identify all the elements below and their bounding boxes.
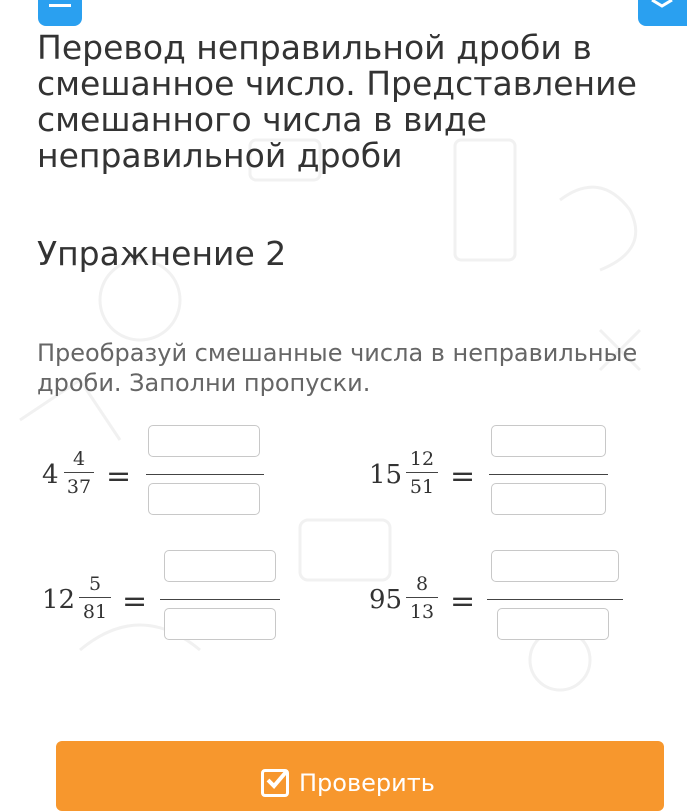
equals-sign: = bbox=[450, 584, 476, 619]
expand-icon bbox=[648, 0, 678, 24]
instruction-text: Преобразуй смешанные числа в неправильные дроби. Заполни пропуски. bbox=[37, 339, 638, 397]
menu-button[interactable] bbox=[38, 0, 82, 26]
denominator: 37 bbox=[66, 476, 92, 498]
fraction-bar bbox=[406, 597, 438, 598]
answer-numerator-input[interactable] bbox=[164, 550, 276, 582]
whole-part: 12 bbox=[42, 585, 76, 615]
numerator: 8 bbox=[415, 573, 429, 595]
fraction-bar bbox=[406, 472, 438, 473]
answer-denominator-input[interactable] bbox=[148, 483, 260, 515]
answer-denominator-input[interactable] bbox=[497, 608, 609, 640]
equals-sign: = bbox=[106, 459, 132, 494]
numerator: 5 bbox=[88, 573, 102, 595]
fraction-bar bbox=[64, 472, 94, 473]
answer-numerator-input[interactable] bbox=[148, 425, 260, 457]
answer-fraction-bar bbox=[160, 599, 280, 600]
exercise-title: Упражнение 2 bbox=[37, 234, 287, 273]
page-title: Перевод неправильной дроби в смешанное число. Представление смешанного числа в виде неправильной дроби bbox=[37, 28, 637, 175]
fraction bbox=[64, 448, 94, 498]
expand-button[interactable] bbox=[638, 0, 687, 26]
denominator: 51 bbox=[409, 476, 435, 498]
numerator: 12 bbox=[409, 448, 435, 470]
denominator: 81 bbox=[82, 601, 108, 623]
fraction-bar bbox=[79, 597, 111, 598]
fraction bbox=[79, 573, 111, 623]
answer-numerator-input[interactable] bbox=[491, 425, 606, 457]
numerator: 4 bbox=[72, 448, 86, 470]
menu-icon bbox=[49, 4, 71, 24]
answer-denominator-input[interactable] bbox=[491, 483, 606, 515]
equals-sign: = bbox=[450, 459, 476, 494]
whole-part: 15 bbox=[369, 460, 403, 490]
answer-fraction-bar bbox=[489, 474, 608, 475]
fraction bbox=[406, 448, 438, 498]
answer-fraction-bar bbox=[146, 474, 264, 475]
whole-part: 4 bbox=[42, 460, 59, 490]
denominator: 13 bbox=[409, 601, 435, 623]
check-button-label: Проверить bbox=[299, 769, 435, 797]
equals-sign: = bbox=[122, 584, 148, 619]
answer-numerator-input[interactable] bbox=[491, 550, 619, 582]
fraction bbox=[406, 573, 438, 623]
whole-part: 95 bbox=[369, 585, 403, 615]
checkbox-icon bbox=[261, 769, 289, 797]
answer-fraction-bar bbox=[487, 599, 623, 600]
check-button[interactable] bbox=[56, 741, 664, 811]
answer-denominator-input[interactable] bbox=[164, 608, 276, 640]
